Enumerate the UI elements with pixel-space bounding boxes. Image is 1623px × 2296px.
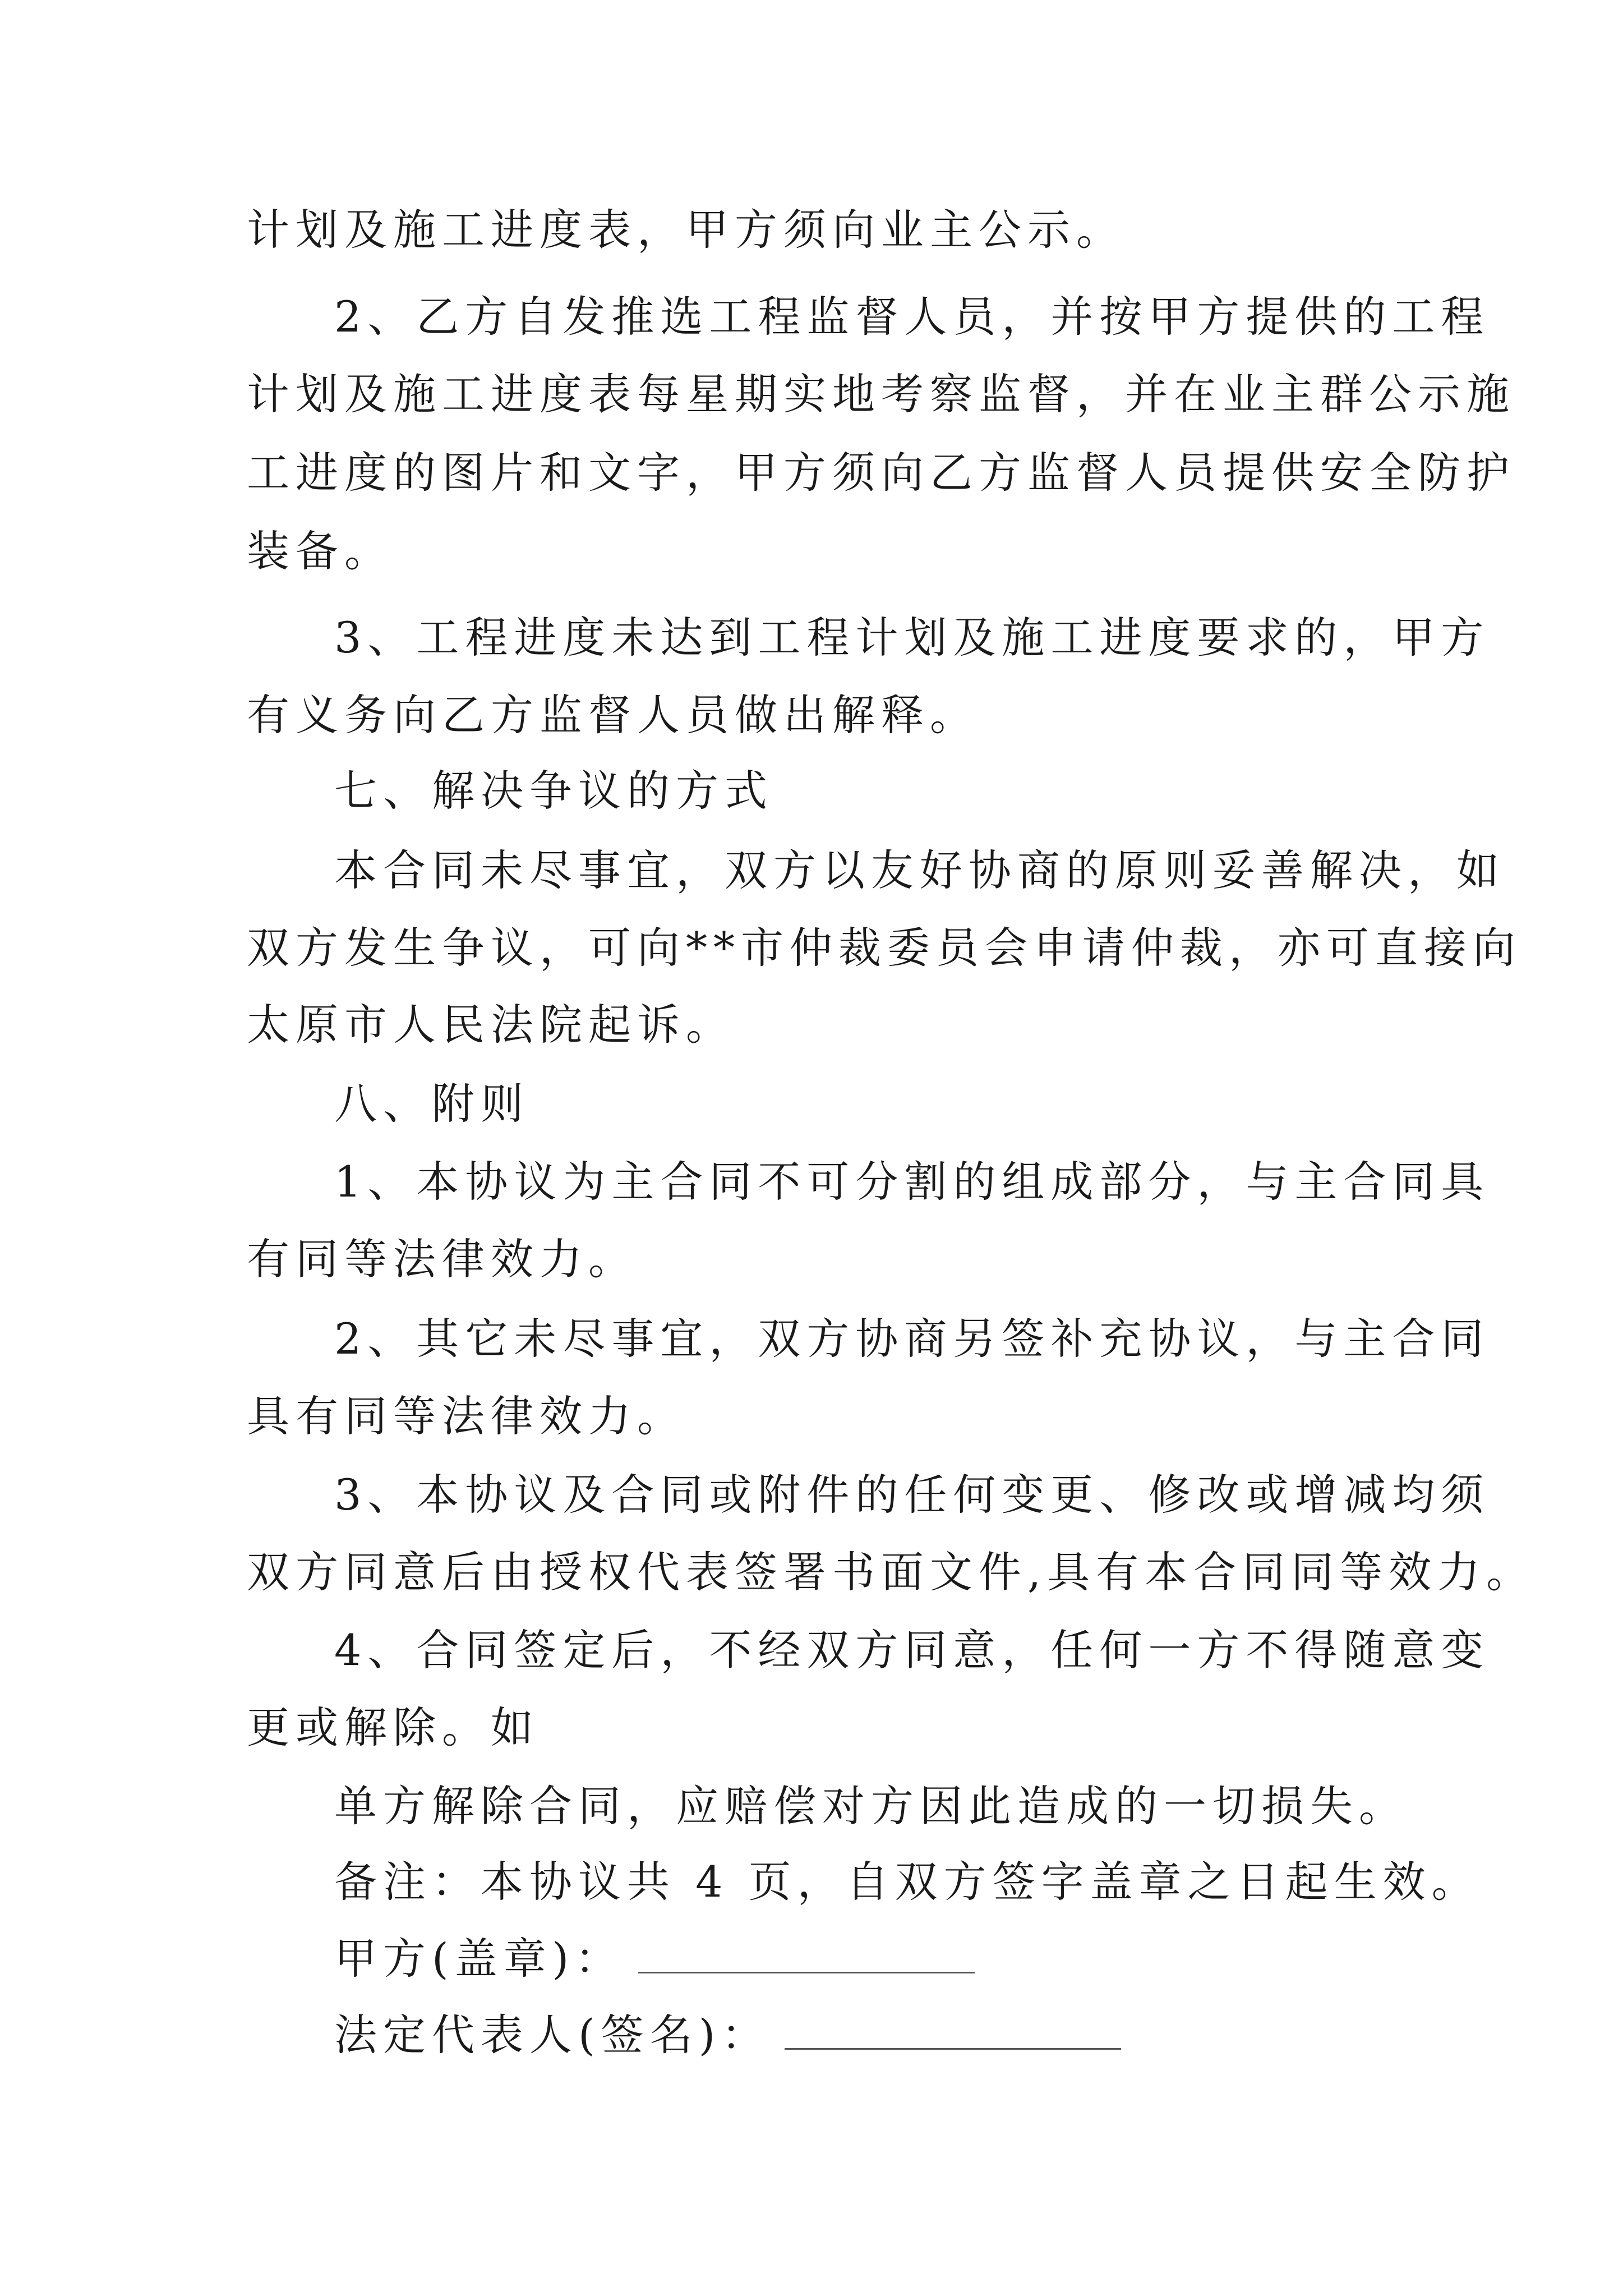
- paragraph-line: 2、乙方自发推选工程监督人员，并按甲方提供的工程: [334, 292, 1490, 342]
- paragraph-line: 工进度的图片和文字，甲方须向乙方监督人员提供安全防护: [247, 448, 1515, 498]
- legal-rep-signature-row: [334, 2004, 1121, 2066]
- paragraph-line: 3、本协议及合同或附件的任何变更、修改或增减均须: [334, 1470, 1490, 1520]
- paragraph-line: 单方解除合同，应赔偿对方因此造成的一切损失。: [334, 1781, 1408, 1831]
- paragraph-line: 2、其它未尽事宜，双方协商另签补充协议，与主合同: [334, 1314, 1490, 1364]
- legal-rep-signature-blank[interactable]: [785, 2014, 1121, 2050]
- paragraph-line: 本合同未尽事宜，双方以友好协商的原则妥善解决，如: [334, 845, 1505, 895]
- paragraph-line: 计划及施工进度表，甲方须向业主公示。: [247, 205, 1125, 255]
- paragraph-line: 1、本协议为主合同不可分割的组成部分，与主合同具: [334, 1157, 1490, 1207]
- party-a-label: 甲方(盖章)：: [334, 1934, 624, 1984]
- section-heading: 八、附则: [334, 1079, 529, 1129]
- remark-line: 备注：本协议共 4 页，自双方签字盖章之日起生效。: [334, 1857, 1481, 1907]
- paragraph-line: 有义务向乙方监督人员做出解释。: [247, 690, 979, 740]
- paragraph-line: 双方同意后由授权代表签署书面文件,具有本合同同等效力。: [247, 1547, 1536, 1597]
- party-a-signature-row: [334, 1928, 975, 1990]
- paragraph-line: 双方发生争议，可向**市仲裁委员会申请仲裁，亦可直接向: [247, 923, 1521, 973]
- paragraph-line: 具有同等法律效力。: [247, 1391, 686, 1441]
- paragraph-line: 3、工程进度未达到工程计划及施工进度要求的，甲方: [334, 613, 1490, 662]
- section-heading: 七、解决争议的方式: [334, 766, 773, 816]
- paragraph-line: 4、合同签定后，不经双方同意，任何一方不得随意变: [334, 1625, 1490, 1675]
- paragraph-line: 装备。: [247, 526, 393, 576]
- party-a-seal-blank[interactable]: [638, 1938, 975, 1973]
- paragraph-line: 更或解除。如: [247, 1703, 540, 1752]
- paragraph-line: 计划及施工进度表每星期实地考察监督，并在业主群公示施: [247, 369, 1515, 419]
- paragraph-line: 有同等法律效力。: [247, 1234, 637, 1284]
- paragraph-line: 太原市人民法院起诉。: [247, 1000, 735, 1050]
- legal-rep-label: 法定代表人(签名)：: [334, 2010, 771, 2060]
